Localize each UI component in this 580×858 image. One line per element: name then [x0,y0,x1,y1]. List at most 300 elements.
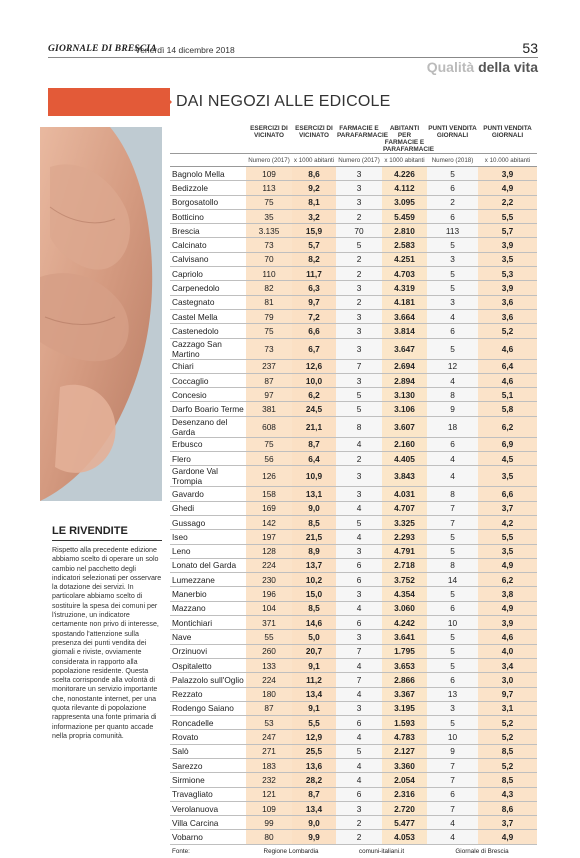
municipality-cell: Iseo [170,530,246,544]
value-cell: 271 [246,744,292,758]
value-cell: 5 [427,644,478,658]
value-cell: 3.195 [382,701,427,715]
table-row [170,601,537,615]
municipality-cell: Manerbio [170,587,246,601]
municipality-cell: Sirmione [170,773,246,787]
value-cell: 3.647 [382,338,427,359]
value-cell: 4 [336,501,382,515]
value-cell: 14 [427,573,478,587]
value-cell: 247 [246,730,292,744]
value-cell: 82 [246,281,292,295]
value-cell: 3 [336,701,382,715]
value-cell: 5 [427,587,478,601]
value-cell: 5,2 [478,758,537,772]
municipality-cell: Ghedi [170,501,246,515]
value-cell: 3 [336,324,382,338]
value-cell: 4 [336,758,382,772]
value-cell: 10 [427,616,478,630]
value-cell: 3 [336,630,382,644]
value-cell: 4 [427,830,478,844]
value-cell: 75 [246,437,292,451]
table-row [170,295,537,309]
header-cell: ABITANTI PER FARMACIE E PARAFARMACIE [383,125,435,153]
municipality-cell: Ospitaletto [170,658,246,672]
municipality-cell: Carpenedolo [170,281,246,295]
value-cell: 9,0 [292,816,336,830]
value-cell: 3.367 [382,687,427,701]
value-cell: 5 [427,530,478,544]
value-cell: 3 [336,309,382,323]
value-cell: 9,7 [478,687,537,701]
subheader-cell-municipality [170,154,246,167]
value-cell: 6,6 [292,324,336,338]
section-title-dark: della vita [478,59,538,75]
value-cell: 4,6 [478,630,537,644]
municipality-cell: Gavardo [170,487,246,501]
value-cell: 4,9 [478,830,537,844]
table-row [170,466,537,487]
value-cell: 8 [427,388,478,402]
value-cell: 12 [427,359,478,373]
value-cell: 8,5 [292,515,336,529]
value-cell: 5,5 [478,530,537,544]
section-title-light: Qualità [426,59,475,75]
value-cell: 128 [246,544,292,558]
value-cell: 81 [246,295,292,309]
table-row [170,830,537,844]
value-cell: 8,5 [478,773,537,787]
table-row [170,801,537,815]
value-cell: 2,2 [478,195,537,209]
value-cell: 3,5 [478,544,537,558]
section-title [427,59,538,75]
value-cell: 4,3 [478,787,537,801]
value-cell: 5,2 [478,716,537,730]
municipality-cell: Concesio [170,388,246,402]
value-cell: 3 [336,167,382,181]
value-cell: 9 [427,402,478,416]
value-cell: 2 [336,452,382,466]
subheader-row [170,154,537,167]
value-cell: 1.593 [382,716,427,730]
municipality-cell: Flero [170,452,246,466]
table-row [170,587,537,601]
value-cell: 3,7 [478,501,537,515]
value-cell: 8,7 [292,787,336,801]
municipality-cell: Rezzato [170,687,246,701]
value-cell: 10,0 [292,373,336,387]
value-cell: 3.814 [382,324,427,338]
municipality-cell: Calvisano [170,252,246,266]
table-row [170,281,537,295]
value-cell: 4,9 [478,601,537,615]
data-table [170,121,537,858]
hand-photo [40,127,162,501]
value-cell: 158 [246,487,292,501]
value-cell: 5,2 [478,730,537,744]
value-cell: 5 [336,388,382,402]
municipality-cell: Castel Mella [170,309,246,323]
subheader-cell: x 10.000 abitanti [478,154,537,167]
value-cell: 2.694 [382,359,427,373]
value-cell: 7 [427,501,478,515]
municipality-cell: Palazzolo sull'Oglio [170,673,246,687]
value-cell: 10,9 [292,466,336,487]
value-cell: 5,1 [478,388,537,402]
value-cell: 80 [246,830,292,844]
page-number: 53 [522,40,538,56]
value-cell: 3,2 [292,209,336,223]
municipality-cell: Mazzano [170,601,246,615]
value-cell: 4.703 [382,267,427,281]
value-cell: 4.405 [382,452,427,466]
value-cell: 8,7 [292,437,336,451]
value-cell: 5 [427,238,478,252]
value-cell: 12,9 [292,730,336,744]
value-cell: 3.607 [382,416,427,437]
table-row [170,267,537,281]
value-cell: 4.707 [382,501,427,515]
municipality-cell: Lumezzane [170,573,246,587]
value-cell: 5 [336,402,382,416]
value-cell: 87 [246,701,292,715]
value-cell: 4,9 [478,558,537,572]
value-cell: 7 [427,758,478,772]
source-1: Regione Lombardia [246,844,336,858]
value-cell: 4.181 [382,295,427,309]
header-cell: PUNTI VENDITA GIORNALI [428,125,477,139]
value-cell: 13,4 [292,687,336,701]
municipality-cell: Castegnato [170,295,246,309]
table-row [170,338,537,359]
value-cell: 3.360 [382,758,427,772]
value-cell: 21,1 [292,416,336,437]
municipality-cell: Desenzano del Garda [170,416,246,437]
value-cell: 2 [336,252,382,266]
value-cell: 15,0 [292,587,336,601]
value-cell: 35 [246,209,292,223]
municipality-cell: Roncadelle [170,716,246,730]
table-row [170,487,537,501]
value-cell: 3 [336,587,382,601]
value-cell: 3.843 [382,466,427,487]
table-row [170,687,537,701]
value-cell: 70 [336,224,382,238]
source-2: comuni-italiani.it [336,844,427,858]
value-cell: 4.251 [382,252,427,266]
title-banner [48,88,170,116]
value-cell: 4 [427,373,478,387]
table-row [170,716,537,730]
value-cell: 3,0 [478,673,537,687]
value-cell: 197 [246,530,292,544]
value-cell: 6 [427,787,478,801]
value-cell: 4 [427,309,478,323]
value-cell: 2.894 [382,373,427,387]
table-row [170,544,537,558]
municipality-cell: Chiari [170,359,246,373]
municipality-cell: Villa Carcina [170,816,246,830]
value-cell: 196 [246,587,292,601]
value-cell: 3,1 [478,701,537,715]
value-cell: 5 [427,281,478,295]
value-cell: 7,2 [292,309,336,323]
value-cell: 121 [246,787,292,801]
value-cell: 15,9 [292,224,336,238]
value-cell: 109 [246,801,292,815]
table-row [170,515,537,529]
value-cell: 2 [336,295,382,309]
value-cell: 5,3 [478,267,537,281]
value-cell: 8,6 [292,167,336,181]
value-cell: 3.641 [382,630,427,644]
article-title: DAI NEGOZI ALLE EDICOLE [176,93,391,110]
value-cell: 5 [336,515,382,529]
value-cell: 3 [336,373,382,387]
value-cell: 260 [246,644,292,658]
table-row [170,309,537,323]
value-cell: 7 [427,773,478,787]
value-cell: 4 [427,452,478,466]
value-cell: 6,6 [478,487,537,501]
value-cell: 6 [427,209,478,223]
value-cell: 2.866 [382,673,427,687]
value-cell: 5 [427,267,478,281]
value-cell: 6 [336,716,382,730]
value-cell: 28,2 [292,773,336,787]
value-cell: 3 [336,181,382,195]
value-cell: 3 [336,281,382,295]
value-cell: 2.054 [382,773,427,787]
value-cell: 3.135 [246,224,292,238]
value-cell: 5 [427,716,478,730]
value-cell: 4.031 [382,487,427,501]
value-cell: 4.242 [382,616,427,630]
value-cell: 4 [336,530,382,544]
table-row [170,673,537,687]
value-cell: 237 [246,359,292,373]
value-cell: 25,5 [292,744,336,758]
table-row [170,616,537,630]
value-cell: 9,2 [292,181,336,195]
value-cell: 2.720 [382,801,427,815]
municipality-cell: Sarezzo [170,758,246,772]
value-cell: 13,7 [292,558,336,572]
value-cell: 3.106 [382,402,427,416]
value-cell: 2.160 [382,437,427,451]
value-cell: 8,9 [292,544,336,558]
value-cell: 5 [427,338,478,359]
municipality-cell: Leno [170,544,246,558]
municipality-cell: Erbusco [170,437,246,451]
table-row [170,224,537,238]
value-cell: 3 [427,295,478,309]
value-cell: 9,7 [292,295,336,309]
box-text: Rispetto alla precedente edizione abbiamo scelto di operare un solo cambio nel pacchetto degli indicatori selezionati per osservare la dotazione dei servizi. In particolare abbiamo scelto di sostituire la spesa dei comuni per l'istruzione, un indicatore certamente non privo di interesse, spostando l'attenzione sulla presenza dei punti vendita dei giornali e riviste, ovviamente considerata in rapporto alla popolazione residente. Questa scelta corrisponde alla volontà di monitorare un servizio importante che, nonostante internet, per una quota rilevante di popolazione rappresenta una fonte primaria di informazione per quanto accade nella propria comunità. [52,546,162,740]
municipality-cell: Coccaglio [170,373,246,387]
municipality-cell: Castenedolo [170,324,246,338]
table-row [170,359,537,373]
value-cell: 9,1 [292,658,336,672]
municipality-cell: Calcinato [170,238,246,252]
value-cell: 2 [336,830,382,844]
municipality-cell: Rovato [170,730,246,744]
value-cell: 4 [336,601,382,615]
value-cell: 97 [246,388,292,402]
value-cell: 6 [336,616,382,630]
value-cell: 6 [427,673,478,687]
value-cell: 3,4 [478,658,537,672]
value-cell: 4,5 [478,452,537,466]
table-row [170,452,537,466]
subheader-cell: Numero (2018) [427,154,478,167]
newspaper-name: GIORNALE DI BRESCIA [48,44,157,54]
subheader-cell: Numero (2017) [336,154,382,167]
value-cell: 5 [427,544,478,558]
header-cell: FARMACIE E PARAFARMACIE [337,125,389,139]
value-cell: 2.316 [382,787,427,801]
table-row [170,416,537,437]
value-cell: 5,2 [478,324,537,338]
value-cell: 142 [246,515,292,529]
header-cell: ESERCIZI DI VICINATO [250,125,288,139]
value-cell: 2.718 [382,558,427,572]
value-cell: 3,9 [478,167,537,181]
value-cell: 224 [246,673,292,687]
value-cell: 3 [336,195,382,209]
value-cell: 133 [246,658,292,672]
table-row [170,402,537,416]
value-cell: 5.459 [382,209,427,223]
value-cell: 99 [246,816,292,830]
source-label: Fonte: [170,844,246,858]
value-cell: 56 [246,452,292,466]
municipality-cell: Brescia [170,224,246,238]
value-cell: 3,7 [478,816,537,830]
table-row [170,758,537,772]
value-cell: 4 [336,658,382,672]
value-cell: 3 [336,487,382,501]
value-cell: 53 [246,716,292,730]
box-rule [52,540,162,541]
municipality-cell: Vobarno [170,830,246,844]
value-cell: 11,2 [292,673,336,687]
value-cell: 6 [427,181,478,195]
title-banner-arrow [158,88,172,116]
value-cell: 5 [427,630,478,644]
value-cell: 7 [336,644,382,658]
value-cell: 3 [336,466,382,487]
value-cell: 8,5 [292,601,336,615]
value-cell: 3,6 [478,309,537,323]
value-cell: 110 [246,267,292,281]
table-row [170,573,537,587]
value-cell: 4,0 [478,644,537,658]
municipality-cell: Verolanuova [170,801,246,815]
value-cell: 6 [336,558,382,572]
table-row [170,167,537,181]
value-cell: 4.783 [382,730,427,744]
municipality-cell: Bagnolo Mella [170,167,246,181]
value-cell: 3.325 [382,515,427,529]
value-cell: 3 [427,252,478,266]
value-cell: 8,2 [292,252,336,266]
value-cell: 5,5 [292,716,336,730]
value-cell: 2 [336,267,382,281]
value-cell: 3.653 [382,658,427,672]
municipality-cell: Montichiari [170,616,246,630]
table-row [170,195,537,209]
value-cell: 1.795 [382,644,427,658]
source-row [170,844,537,858]
value-cell: 3,9 [478,238,537,252]
value-cell: 14,6 [292,616,336,630]
value-cell: 169 [246,501,292,515]
value-cell: 6,4 [292,452,336,466]
table-row [170,324,537,338]
table-row [170,530,537,544]
table-row [170,744,537,758]
value-cell: 5,7 [478,224,537,238]
value-cell: 24,5 [292,402,336,416]
value-cell: 6,7 [292,338,336,359]
value-cell: 6 [336,573,382,587]
value-cell: 4.791 [382,544,427,558]
value-cell: 7 [427,515,478,529]
value-cell: 3,9 [478,281,537,295]
value-cell: 21,5 [292,530,336,544]
value-cell: 183 [246,758,292,772]
value-cell: 104 [246,601,292,615]
table-row [170,501,537,515]
value-cell: 2.127 [382,744,427,758]
value-cell: 3.664 [382,309,427,323]
table-row [170,437,537,451]
value-cell: 230 [246,573,292,587]
value-cell: 7 [336,359,382,373]
value-cell: 6,3 [292,281,336,295]
table-row [170,787,537,801]
table-row [170,238,537,252]
value-cell: 10,2 [292,573,336,587]
value-cell: 4,6 [478,338,537,359]
municipality-cell: Rodengo Saiano [170,701,246,715]
header-cell: ESERCIZI DI VICINATO [295,125,333,139]
value-cell: 3,6 [478,295,537,309]
value-cell: 232 [246,773,292,787]
value-cell: 75 [246,324,292,338]
municipality-cell: Gussago [170,515,246,529]
value-cell: 5,5 [478,209,537,223]
municipality-cell: Borgosatollo [170,195,246,209]
box-title: LE RIVENDITE [52,525,128,537]
value-cell: 5 [336,744,382,758]
value-cell: 13 [427,687,478,701]
value-cell: 9 [427,744,478,758]
header-cell-municipality [170,121,246,154]
value-cell: 3 [427,701,478,715]
value-cell: 4.112 [382,181,427,195]
value-cell: 3,8 [478,587,537,601]
value-cell: 4 [336,687,382,701]
value-cell: 2.293 [382,530,427,544]
value-cell: 13,4 [292,801,336,815]
table-row [170,658,537,672]
value-cell: 4,2 [478,515,537,529]
value-cell: 4,6 [478,373,537,387]
value-cell: 381 [246,402,292,416]
municipality-cell: Darfo Boario Terme [170,402,246,416]
